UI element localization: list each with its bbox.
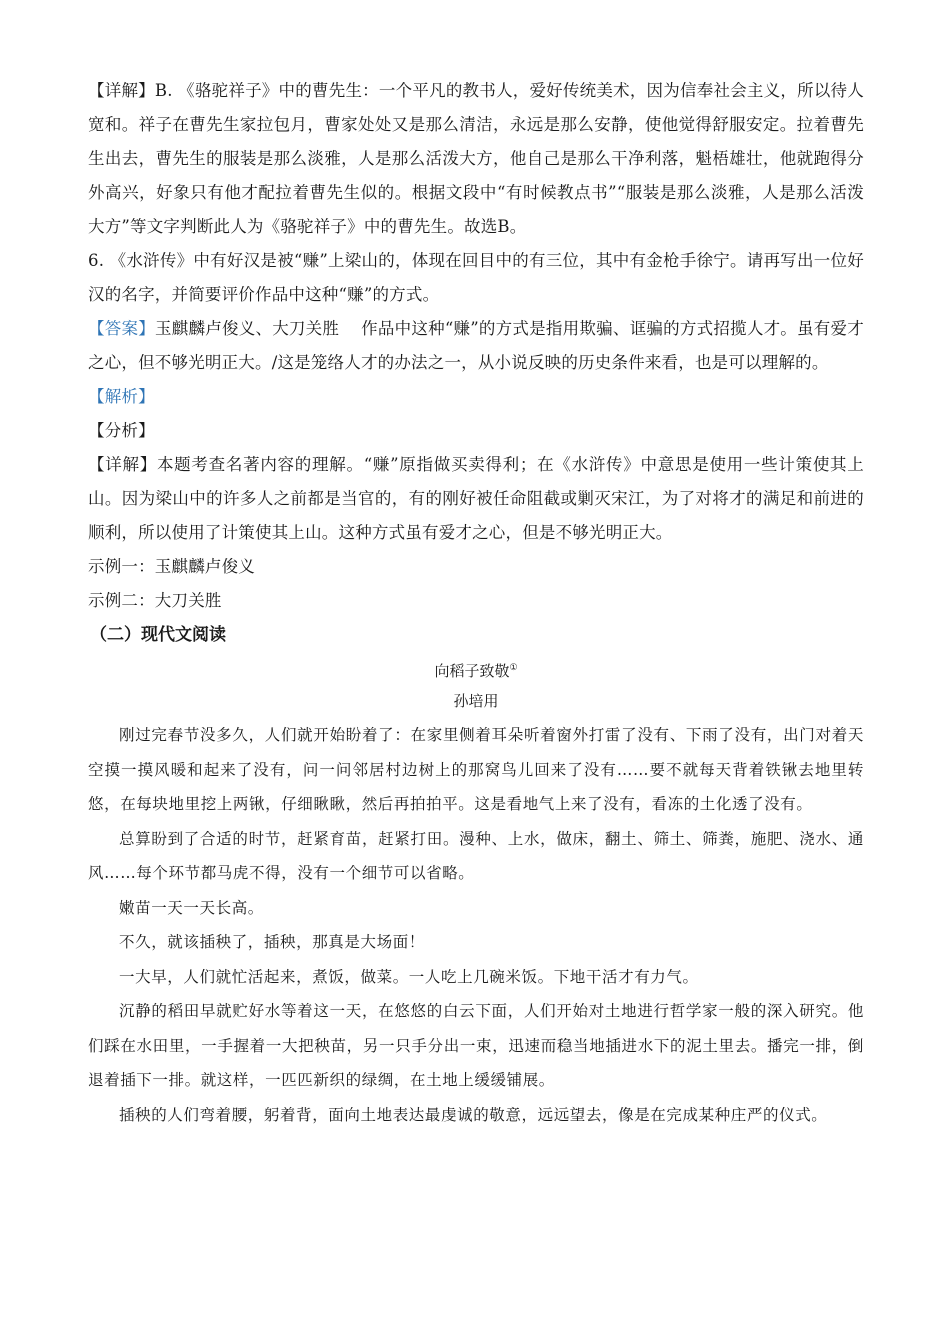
example-two: 示例二：大刀关胜 (88, 591, 222, 610)
essay-paragraph: 嫩苗一天一天长高。 (119, 898, 264, 917)
essay-paragraph: 沉静的稻田早就贮好水等着这一天，在悠悠的白云下面，人们开始对土地进行哲学家一般的深入研究。他们踩在水田里，一手握着一大把秧苗，另一只手分出一束，迅速而稳当地插进水下的泥土里去。播完一排，倒退着插下一排。就这样，一匹匹新织的绿绸，在土地上缓缓铺展。 (88, 1002, 864, 1089)
detail-paragraph-q6 (88, 448, 864, 550)
fenxi-tag: 【分析】 (88, 421, 155, 440)
essay-paragraph: 一大早，人们就忙活起来，煮饭，做菜。一人吃上几碗米饭。下地干活才有力气。 (119, 967, 699, 986)
example-one: 示例一：玉麒麟卢俊义 (88, 557, 255, 576)
answer-text: 玉麒麟卢俊义、大刀关胜 作品中这种“赚”的方式是指用欺骗、诓骗的方式招揽人才。虽有爱才之心，但不够光明正大。/这是笼络人才的办法之一，从小说反映的历史条件来看，也是可以理解的。 (88, 319, 864, 372)
essay-author: 孙培用 (453, 692, 499, 710)
essay-paragraph: 总算盼到了合适的时节，赶紧育苗，赶紧打田。漫种、上水，做床，翻土、筛土、筛粪，施肥、浇水、通风……每个环节都马虎不得，没有一个细节可以省略。 (88, 829, 864, 882)
essay-paragraph: 插秧的人们弯着腰，躬着背，面向土地表达最虔诚的敬意，远远望去，像是在完成某种庄严的仪式。 (119, 1105, 828, 1124)
footnote-marker: ① (509, 663, 518, 673)
detail-paragraph-q5 (88, 74, 864, 244)
detail-tag: 【详解】 (88, 455, 157, 474)
essay-paragraph: 刚过完春节没多久，人们就开始盼着了：在家里侧着耳朵听着窗外打雷了没有、下雨了没有，出门对着天空摸一摸风暖和起来了没有，问一问邻居村边树上的那窝鸟儿回来了没有……要不就每天背着铁锹去地里转悠，在每块地里挖上两锹，仔细瞅瞅，然后再拍拍平。这是看地气上来了没有，看冻的土化透了没有。 (88, 726, 864, 813)
detail-text: B. 《骆驼祥子》中的曹先生：一个平凡的教书人，爱好传统美术，因为信奉社会主义，所以待人宽和。祥子在曹先生家拉包月，曹家处处又是那么清洁，永远是那么安静，使他觉得舒服安定。拉着曹先生出去，曹先生的服装是那么淡雅，人是那么活泼大方，他自己是那么干净利落，魁梧雄壮，他就跑得分外高兴，好象只有他才配拉着曹先生似的。根据文段中“有时候教点书”“服装是那么淡雅，人是那么活泼大方”等文字判断此人为《骆驼祥子》中的曹先生。故选B。 (88, 81, 864, 236)
section-heading: （二）现代文阅读 (90, 625, 226, 645)
detail-tag: 【详解】 (88, 81, 155, 100)
document-page (88, 74, 864, 1132)
answer-tag: 【答案】 (88, 319, 155, 338)
detail-text: 本题考查名著内容的理解。“赚”原指做买卖得利；在《水浒传》中意思是使用一些计策使其上山。因为梁山中的许多人之前都是当官的，有的刚好被任命阻截或剿灭宋江，为了对将才的满足和前进的顺利，所以使用了计策使其上山。这种方式虽有爱才之心，但是不够光明正大。 (88, 455, 864, 542)
answer-paragraph-q6 (88, 312, 864, 380)
analysis-tag: 【解析】 (88, 387, 155, 406)
essay-title-text: 向稻子致敬 (434, 662, 510, 680)
question-6: 6. 《水浒传》中有好汉是被“赚”上梁山的，体现在回目中的有三位，其中有金枪手徐宁。请再写出一位好汉的名字，并简要评价作品中这种“赚”的方式。 (88, 251, 864, 304)
essay-title (88, 656, 864, 686)
essay-paragraph: 不久，就该插秧了，插秧，那真是大场面！ (119, 933, 425, 951)
